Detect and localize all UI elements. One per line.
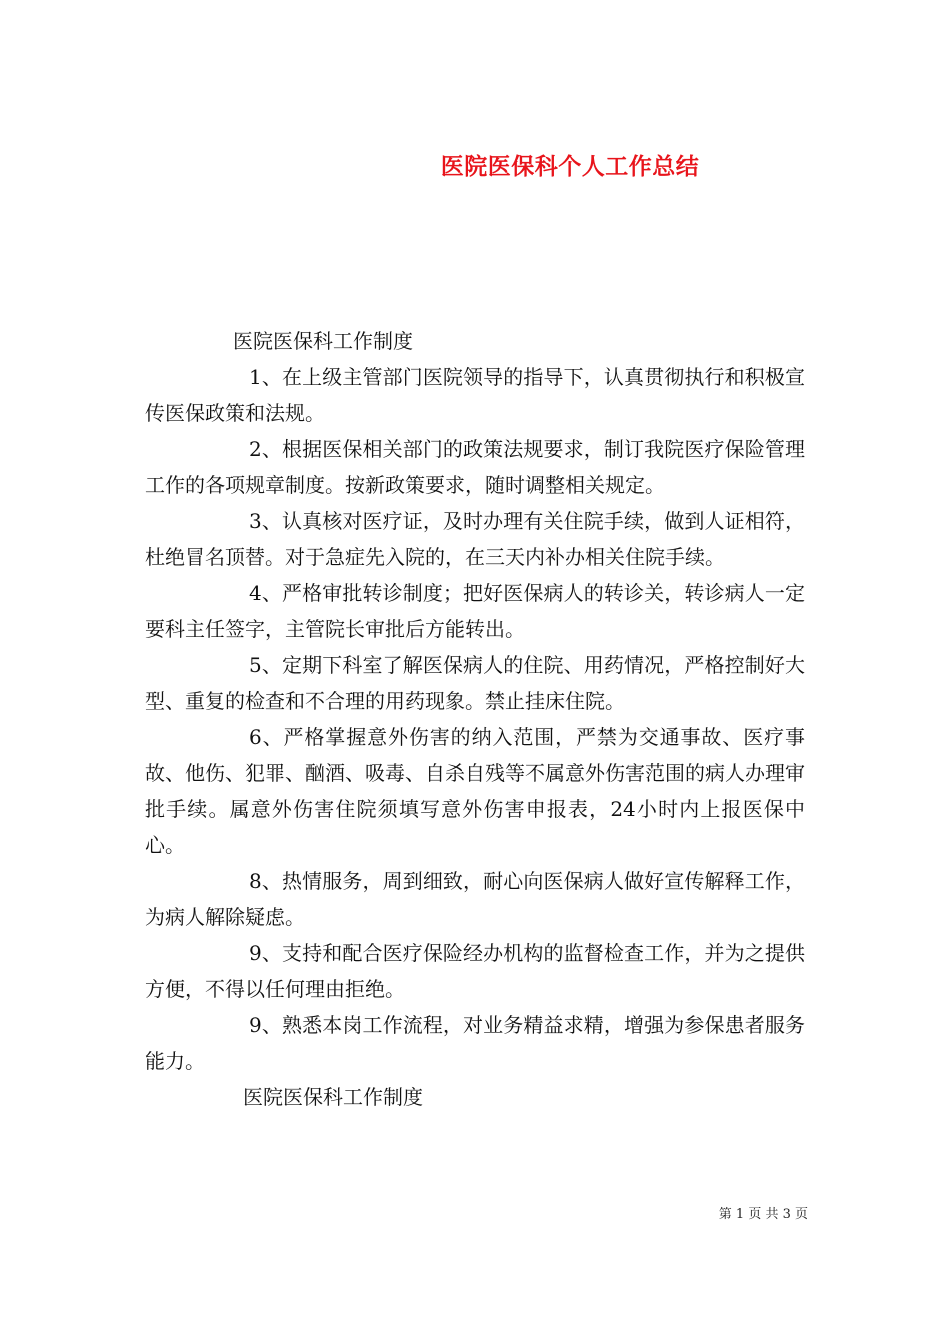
section-heading: 医院医保科工作制度 (233, 329, 413, 353)
paragraph-5: 5、定期下科室了解医保病人的住院、用药情况，严格控制好大型、重复的检查和不合理的用药现象。禁止挂床住院。 (145, 653, 805, 713)
paragraph-2: 2、根据医保相关部门的政策法规要求，制订我院医疗保险管理工作的各项规章制度。按新政策要求，随时调整相关规定。 (145, 437, 805, 497)
paragraph-8: 8、热情服务，周到细致，耐心向医保病人做好宣传解释工作，为病人解除疑虑。 (145, 869, 805, 929)
document-title: 医院医保科个人工作总结 (440, 153, 700, 181)
paragraph-6: 6、严格掌握意外伤害的纳入范围，严禁为交通事故、医疗事故、他伤、犯罪、酗酒、吸毒、自杀自残等不属意外伤害范围的病人办理审批手续。属意外伤害住院须填写意外伤害申报表，24小时内上报医保中心。 (145, 725, 805, 857)
document-body (145, 323, 805, 1115)
closing-heading: 医院医保科工作制度 (243, 1085, 423, 1109)
paragraph-1: 1、在上级主管部门医院领导的指导下，认真贯彻执行和积极宣传医保政策和法规。 (145, 365, 805, 425)
paragraph-3: 3、认真核对医疗证，及时办理有关住院手续，做到人证相符，杜绝冒名顶替。对于急症先入院的，在三天内补办相关住院手续。 (145, 509, 805, 569)
page-number: 第 1 页 共 3 页 (718, 1207, 808, 1222)
paragraph-9b: 9、熟悉本岗工作流程，对业务精益求精，增强为参保患者服务能力。 (145, 1013, 805, 1073)
paragraph-4: 4、严格审批转诊制度；把好医保病人的转诊关，转诊病人一定要科主任签字，主管院长审批后方能转出。 (145, 581, 805, 641)
paragraph-9a: 9、支持和配合医疗保险经办机构的监督检查工作，并为之提供方便，不得以任何理由拒绝。 (145, 941, 805, 1001)
